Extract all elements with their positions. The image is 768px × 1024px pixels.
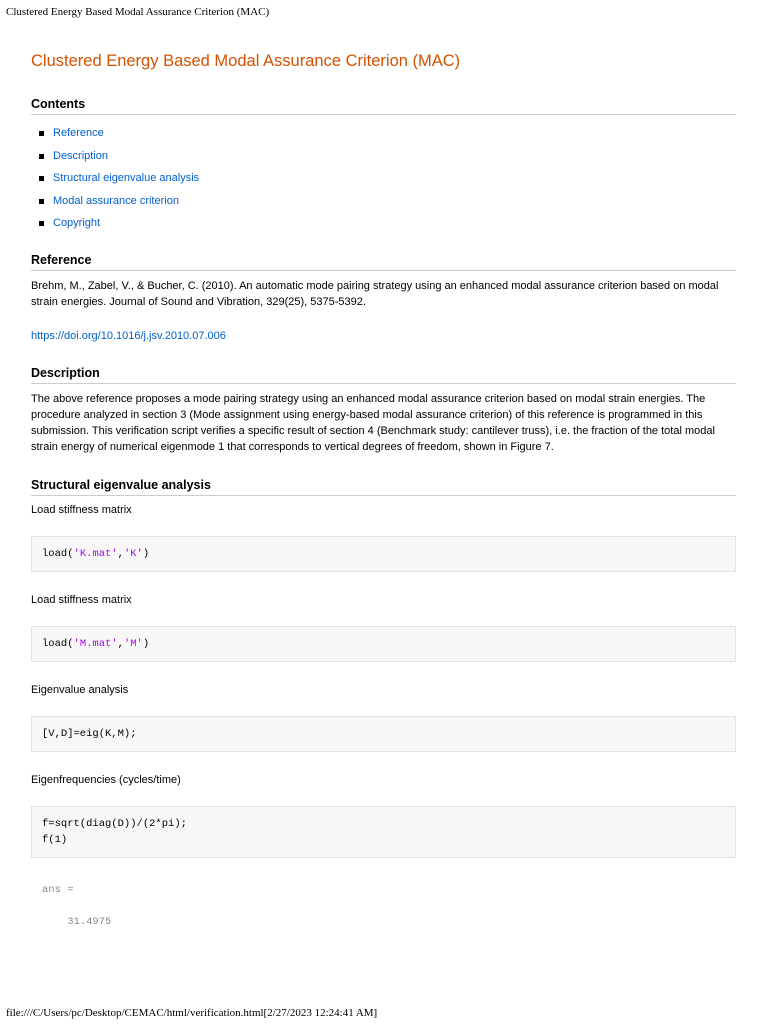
square-bullet-icon [39,176,44,181]
toc-item-description [31,145,736,168]
code-sep: , [117,547,124,560]
reference-heading: Reference [31,252,736,271]
caption-eigenvalue: Eigenvalue analysis [31,683,129,696]
square-bullet-icon [39,221,44,226]
code-block-load-m [31,626,736,662]
print-header: Clustered Energy Based Modal Assurance Criterion (MAC) [6,6,270,18]
code-output [31,882,736,930]
output-value: 31.4975 [67,915,112,928]
contents-heading: Contents [31,96,736,115]
code-string: 'M.mat' [73,637,118,650]
structural-heading: Structural eigenvalue analysis [31,477,736,496]
output-label: ans = [42,883,74,896]
toc-link-copyright[interactable]: Copyright [53,217,101,229]
caption-load-k: Load stiffness matrix [31,503,132,516]
code-close: ) [142,637,150,650]
description-text: The above reference proposes a mode pairing strategy using an enhanced modal assurance criterion based on modal strain energies. The procedure analyzed in section 3 (Mode assignment using energy-based modal assurance criterion) of this reference is programmed in this submission. This verification script verifies a specific result of section 4 (Benchmark study: cantilever truss), i.e. the fraction of the total modal strain energy of numerical eigenmode 1 that corresponds to vertical degrees of freedom, shown in Figure 7. [31,392,715,453]
code-fn: load( [42,547,74,560]
description-heading: Description [31,365,736,384]
code-string: 'K' [123,547,143,560]
toc-item-mac [31,190,736,213]
toc-link-modal-assurance-criterion[interactable]: Modal assurance criterion [53,194,179,207]
code-fn: load( [42,637,74,650]
toc-item-reference [31,122,736,145]
code-string: 'M' [123,637,143,650]
toc-link-description[interactable]: Description [53,149,109,162]
code-block-eigenfrequencies: f=sqrt(diag(D))/(2*pi); f(1) [31,806,736,858]
toc-item-structural [31,167,736,190]
caption-eigenfrequencies: Eigenfrequencies (cycles/time) [31,773,181,786]
square-bullet-icon [39,199,44,204]
page-title: Clustered Energy Based Modal Assurance Criterion (MAC) [31,52,461,70]
code-block-load-k [31,536,736,572]
toc-item-copyright [31,212,736,235]
code-string: 'K.mat' [73,547,118,560]
code-close: ) [142,547,150,560]
table-of-contents [31,122,736,235]
code-block-eigenvalue: [V,D]=eig(K,M); [31,716,736,752]
toc-link-structural-eigenvalue-analysis[interactable]: Structural eigenvalue analysis [53,172,200,184]
print-footer: file:///C/Users/pc/Desktop/CEMAC/html/verification.html[2/27/2023 12:24:41 AM] [6,1007,378,1019]
reference-citation: Brehm, M., Zabel, V., & Bucher, C. (2010). An automatic mode pairing strategy using an enhanced modal assurance criterion based on modal strain energies. Journal of Sound and Vibration, 329(25), 5375-5392. [31,279,719,308]
square-bullet-icon [39,154,44,159]
doi-link[interactable]: https://doi.org/10.1016/j.jsv.2010.07.006 [31,329,226,342]
document-body [31,50,736,930]
toc-link-reference[interactable]: Reference [53,127,104,139]
caption-load-m: Load stiffness matrix [31,593,132,606]
code-sep: , [117,637,124,650]
square-bullet-icon [39,131,44,136]
